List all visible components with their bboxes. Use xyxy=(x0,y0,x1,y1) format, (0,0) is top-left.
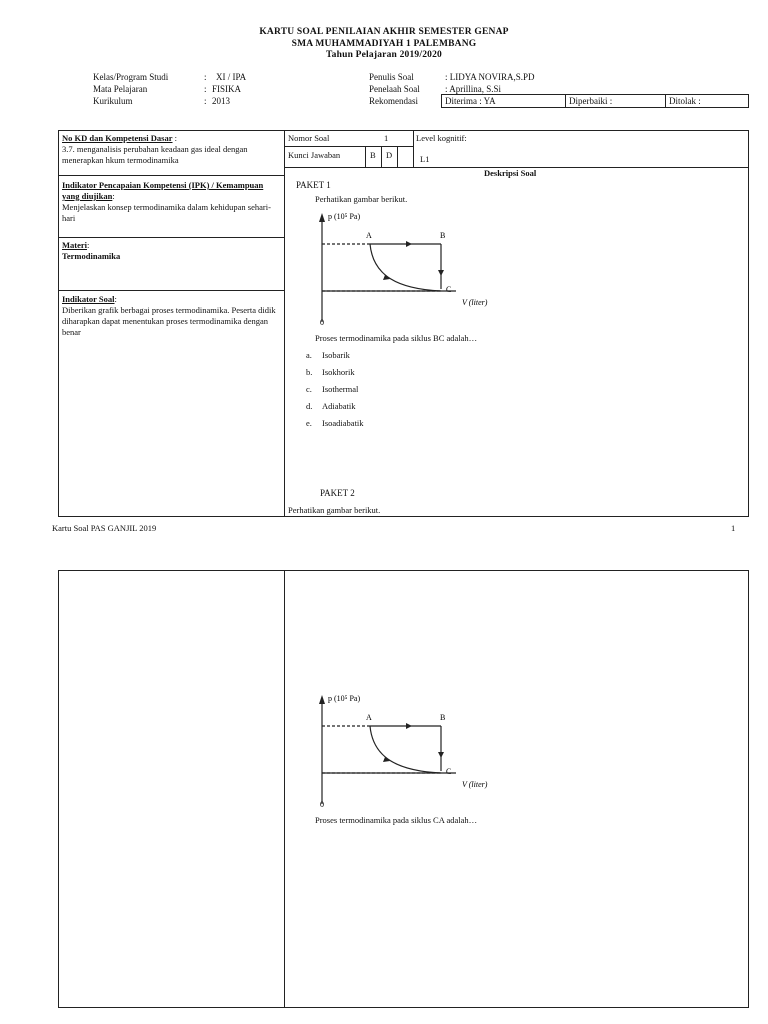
arrow-ab-icon xyxy=(406,723,412,729)
kd-colon: : xyxy=(172,133,178,143)
header-school: SMA MUHAMMADIYAH 1 PALEMBANG xyxy=(291,39,477,49)
nomor-label: Nomor Soal xyxy=(288,133,330,143)
penelaah-value: : Aprillina, S.Si xyxy=(445,84,502,94)
row-divider xyxy=(58,237,284,238)
kurikulum-colon: : xyxy=(204,96,207,106)
rekomendasi-label: Rekomendasi xyxy=(369,96,418,106)
header-year: Tahun Pelajaran 2019/2020 xyxy=(325,50,443,60)
option-isokhorik: Isokhorik xyxy=(322,367,355,377)
paket2-question: Proses termodinamika pada siklus CA adalah… xyxy=(315,815,478,825)
header-title: KARTU SOAL PENILAIAN AKHIR SEMESTER GENAP xyxy=(259,27,509,37)
level-label: Level kognitif: xyxy=(416,133,467,143)
kelas-colon: : xyxy=(204,72,207,82)
grid-line xyxy=(365,146,366,167)
ipk-text: Menjelaskan konsep termodinamika dalam kehidupan sehari-hari xyxy=(62,202,271,223)
materi-colon: : xyxy=(87,240,90,250)
ditolak-field: Ditolak : xyxy=(669,96,701,106)
y-axis-label: p (10⁵ Pa) xyxy=(328,212,361,221)
kelas-label: Kelas/Program Studi xyxy=(93,72,169,82)
kd-section xyxy=(62,133,280,166)
penelaah-label: Penelaah Soal xyxy=(369,84,420,94)
option-letter: a. xyxy=(306,350,312,360)
penulis-label: Penulis Soal xyxy=(369,72,414,82)
indikator-colon: : xyxy=(114,294,117,304)
grid-line xyxy=(397,146,398,167)
option-letter: c. xyxy=(306,384,312,394)
kelas-value: XI / IPA xyxy=(216,72,247,82)
kurikulum-value: 2013 xyxy=(212,96,230,106)
ipk-title: Indikator Pencapaian Kompetensi (IPK) / Kemampuan yang diujikan xyxy=(62,180,264,201)
mapel-label: Mata Pelajaran xyxy=(93,84,148,94)
materi-text: Termodinamika xyxy=(62,251,121,261)
pv-diagram-1 xyxy=(310,210,510,330)
row-divider xyxy=(284,146,413,147)
penulis-value: : LIDYA NOVIRA,S.PD xyxy=(445,72,535,82)
materi-title: Materi xyxy=(62,240,88,250)
mapel-colon: : xyxy=(204,84,207,94)
arrow-ab-icon xyxy=(406,241,412,247)
process-ca xyxy=(370,726,441,773)
origin-label: 0 xyxy=(320,800,324,809)
footer-label: Kartu Soal PAS GANJIL 2019 xyxy=(52,523,157,533)
diperbaiki-field: Diperbaiki : xyxy=(569,96,613,106)
arrow-bc-icon xyxy=(438,752,444,758)
kd-title: No KD dan Kompetensi Dasar xyxy=(62,133,173,143)
point-a-label: A xyxy=(366,713,372,722)
column-divider xyxy=(284,570,285,1008)
kunci-b: B xyxy=(370,150,376,160)
kd-text: 3.7. menganalisis perubahan keadaan gas ideal dengan menerapkan hkum termodinamika xyxy=(62,144,248,165)
paket1-title: PAKET 1 xyxy=(296,180,331,190)
indikator-section xyxy=(62,294,280,338)
y-axis-label: p (10⁵ Pa) xyxy=(328,694,361,703)
kunci-d: D xyxy=(386,150,393,160)
option-isothermal: Isothermal xyxy=(322,384,359,394)
point-b-label: B xyxy=(440,713,446,722)
ipk-colon: : xyxy=(112,191,115,201)
option-letter: d. xyxy=(306,401,313,411)
option-isoadiabatik: Isoadiabatik xyxy=(322,418,364,428)
process-ca xyxy=(370,244,441,291)
y-axis-arrow-icon xyxy=(319,695,325,704)
kunci-label: Kunci Jawaban xyxy=(288,150,341,160)
point-c-label: C xyxy=(446,285,452,294)
point-a-label: A xyxy=(366,231,372,240)
rekomendasi-divider xyxy=(665,94,666,108)
x-axis-label: V (liter) xyxy=(462,298,488,307)
indikator-text: Diberikan grafik berbagai proses termodinamika. Peserta didik diharapkan dapat menentukan proses termodinamika dengan benar xyxy=(62,305,276,337)
paket1-question: Proses termodinamika pada siklus BC adalah… xyxy=(315,333,478,343)
arrow-bc-icon xyxy=(438,270,444,276)
option-letter: e. xyxy=(306,418,312,428)
option-isobarik: Isobarik xyxy=(322,350,350,360)
paket2-title: PAKET 2 xyxy=(320,488,355,498)
materi-section xyxy=(62,240,280,262)
grid-line xyxy=(381,146,382,167)
point-b-label: B xyxy=(440,231,446,240)
origin-label: 0 xyxy=(320,318,324,327)
rekomendasi-divider xyxy=(565,94,566,108)
grid-line xyxy=(413,130,414,167)
row-divider xyxy=(58,175,284,176)
deskripsi-heading: Deskripsi Soal xyxy=(484,168,537,178)
point-c-label: C xyxy=(446,767,452,776)
paket2-intro: Perhatikan gambar berikut. xyxy=(288,505,381,515)
row-divider xyxy=(58,290,284,291)
kurikulum-label: Kurikulum xyxy=(93,96,133,106)
paket1-intro: Perhatikan gambar berikut. xyxy=(315,194,408,204)
page-number: 1 xyxy=(731,523,736,533)
mapel-value: FISIKA xyxy=(212,84,242,94)
nomor-value: 1 xyxy=(384,133,389,143)
y-axis-arrow-icon xyxy=(319,213,325,222)
option-adiabatik: Adiabatik xyxy=(322,401,356,411)
pv-diagram-2 xyxy=(310,692,510,812)
column-divider xyxy=(284,130,285,517)
option-letter: b. xyxy=(306,367,313,377)
level-value: L1 xyxy=(420,154,430,164)
ipk-section xyxy=(62,180,280,224)
x-axis-label: V (liter) xyxy=(462,780,488,789)
diterima-field: Diterima : YA xyxy=(445,96,496,106)
indikator-title: Indikator Soal xyxy=(62,294,115,304)
